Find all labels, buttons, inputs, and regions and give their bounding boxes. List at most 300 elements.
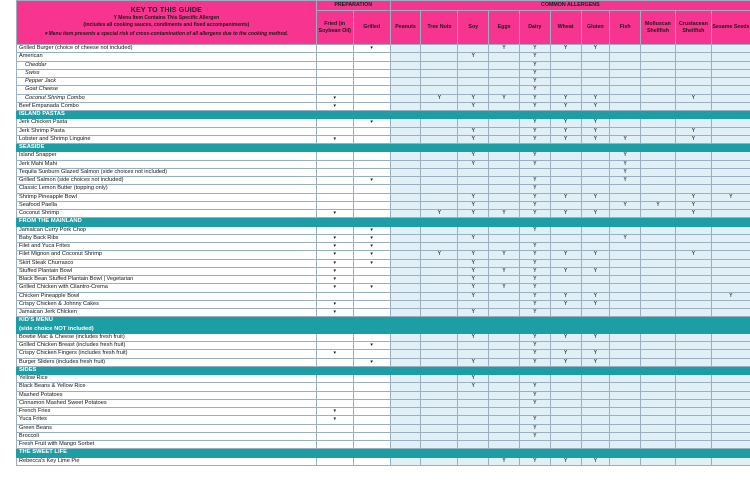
- allergen-cell: [675, 168, 711, 176]
- allergen-cell: [711, 399, 750, 407]
- allergen-cell: [489, 102, 520, 110]
- allergen-cell: [550, 259, 581, 267]
- allergen-cell: [390, 69, 421, 77]
- allergen-cell: [489, 61, 520, 69]
- allergen-cell: [390, 399, 421, 407]
- menu-item-name: Yellow Rice: [17, 375, 317, 383]
- allergen-cell: Y: [458, 259, 489, 267]
- allergen-table: [16, 0, 750, 466]
- section-title: SIDES: [17, 366, 750, 374]
- allergen-cell: [711, 185, 750, 193]
- preparation-cell: [353, 300, 390, 308]
- allergen-cell: [519, 234, 550, 242]
- allergen-cell: [458, 399, 489, 407]
- allergen-cell: Y: [489, 94, 520, 102]
- allergen-cell: Y: [519, 424, 550, 432]
- allergen-cell: Y: [519, 350, 550, 358]
- allergen-cell: [711, 391, 750, 399]
- allergen-cell: [550, 234, 581, 242]
- allergen-cell: [711, 102, 750, 110]
- allergen-cell: [641, 391, 676, 399]
- allergen-cell: [675, 267, 711, 275]
- allergen-cell: Y: [519, 193, 550, 201]
- allergen-cell: [489, 53, 520, 61]
- preparation-cell: ▾: [316, 102, 353, 110]
- menu-item-name: Bowtie Mac & Cheese (includes fresh fruit): [17, 333, 317, 341]
- preparation-cell: ▾: [316, 259, 353, 267]
- allergen-cell: [711, 432, 750, 440]
- allergen-cell: [421, 160, 458, 168]
- allergen-cell: [641, 292, 676, 300]
- column-header-dairy: Dairy: [519, 11, 550, 45]
- allergen-cell: [421, 119, 458, 127]
- menu-item-name: Cinnamon Mashed Sweet Potatoes: [17, 399, 317, 407]
- allergen-cell: [610, 432, 641, 440]
- allergen-cell: [641, 234, 676, 242]
- section-title: KID'S MENU: [17, 317, 750, 325]
- allergen-cell: Y: [550, 94, 581, 102]
- preparation-cell: [353, 292, 390, 300]
- allergen-cell: Y: [550, 300, 581, 308]
- allergen-cell: [519, 441, 550, 449]
- table-row: [17, 78, 750, 86]
- allergen-cell: Y: [489, 210, 520, 218]
- allergen-cell: [711, 201, 750, 209]
- allergen-cell: [711, 424, 750, 432]
- table-row: [17, 432, 750, 440]
- allergen-cell: [675, 416, 711, 424]
- allergen-cell: [550, 432, 581, 440]
- allergen-cell: [550, 284, 581, 292]
- allergen-cell: Y: [610, 177, 641, 185]
- allergen-cell: Y: [519, 61, 550, 69]
- table-row: [17, 152, 750, 160]
- allergen-cell: [711, 267, 750, 275]
- allergen-cell: [711, 61, 750, 69]
- allergen-cell: [421, 135, 458, 143]
- allergen-cell: [421, 441, 458, 449]
- allergen-cell: [711, 441, 750, 449]
- allergen-cell: [489, 424, 520, 432]
- allergen-cell: Y: [550, 119, 581, 127]
- allergen-cell: [641, 399, 676, 407]
- allergen-cell: [675, 177, 711, 185]
- allergen-cell: [641, 152, 676, 160]
- preparation-cell: [316, 168, 353, 176]
- allergen-cell: [581, 408, 610, 416]
- allergen-cell: [675, 300, 711, 308]
- table-row: [17, 350, 750, 358]
- menu-item-name: Broccoli: [17, 432, 317, 440]
- allergen-cell: [711, 375, 750, 383]
- table-row: [17, 267, 750, 275]
- allergen-cell: Y: [610, 135, 641, 143]
- allergen-cell: [458, 226, 489, 234]
- allergen-cell: [581, 342, 610, 350]
- allergen-cell: Y: [550, 193, 581, 201]
- allergen-cell: [711, 234, 750, 242]
- preparation-cell: [353, 53, 390, 61]
- allergen-cell: [641, 350, 676, 358]
- allergen-cell: [390, 234, 421, 242]
- preparation-cell: ▾: [353, 45, 390, 53]
- preparation-cell: ▾: [353, 358, 390, 366]
- allergen-cell: [711, 86, 750, 94]
- preparation-cell: [353, 69, 390, 77]
- allergen-cell: Y: [519, 119, 550, 127]
- allergen-cell: Y: [458, 193, 489, 201]
- allergen-cell: [550, 226, 581, 234]
- allergen-cell: Y: [458, 358, 489, 366]
- allergen-cell: [675, 358, 711, 366]
- allergen-cell: Y: [519, 102, 550, 110]
- allergen-cell: [458, 69, 489, 77]
- allergen-cell: [675, 234, 711, 242]
- menu-item-name: Black Bean Stuffed Plantain Bowl | Vegetarian: [17, 276, 317, 284]
- table-row: [17, 210, 750, 218]
- table-row: [17, 119, 750, 127]
- allergen-cell: [390, 408, 421, 416]
- allergen-cell: [581, 226, 610, 234]
- allergen-cell: [610, 375, 641, 383]
- allergen-cell: [458, 86, 489, 94]
- allergen-cell: [581, 53, 610, 61]
- allergen-cell: Y: [550, 251, 581, 259]
- allergen-cell: [641, 168, 676, 176]
- table-row: [17, 408, 750, 416]
- allergen-cell: [421, 284, 458, 292]
- allergen-cell: Y: [550, 210, 581, 218]
- allergen-cell: Y: [519, 457, 550, 465]
- allergen-cell: [390, 350, 421, 358]
- menu-item-name: Classic Lemon Butter (topping only): [17, 185, 317, 193]
- preparation-cell: [353, 78, 390, 86]
- allergen-cell: [675, 375, 711, 383]
- allergen-cell: Y: [550, 350, 581, 358]
- preparation-cell: ▾: [353, 119, 390, 127]
- menu-item-name: Grilled Salmon (side choices not included): [17, 177, 317, 185]
- allergen-cell: [458, 300, 489, 308]
- allergen-cell: [641, 135, 676, 143]
- allergen-cell: [489, 350, 520, 358]
- menu-item-name: Stuffed Plantain Bowl: [17, 267, 317, 275]
- allergen-cell: [641, 342, 676, 350]
- allergen-cell: [550, 152, 581, 160]
- allergen-cell: Y: [458, 102, 489, 110]
- allergen-cell: [390, 226, 421, 234]
- menu-item-name: Tequila Sunburn Glazed Salmon (side choices not included): [17, 168, 317, 176]
- allergen-cell: [489, 86, 520, 94]
- allergen-cell: [675, 441, 711, 449]
- allergen-cell: [421, 408, 458, 416]
- allergen-cell: [711, 53, 750, 61]
- allergen-cell: [641, 432, 676, 440]
- allergen-cell: [421, 432, 458, 440]
- allergen-cell: [610, 45, 641, 53]
- allergen-cell: Y: [610, 234, 641, 242]
- allergen-cell: [675, 61, 711, 69]
- allergen-cell: [489, 333, 520, 341]
- allergen-cell: [675, 152, 711, 160]
- allergen-cell: Y: [581, 333, 610, 341]
- allergen-cell: [581, 276, 610, 284]
- section-header: [17, 317, 750, 325]
- allergen-cell: Y: [458, 309, 489, 317]
- allergen-cell: [641, 251, 676, 259]
- menu-item-name: Yuca Frites: [17, 416, 317, 424]
- allergen-cell: [489, 234, 520, 242]
- allergen-cell: [489, 201, 520, 209]
- table-row: [17, 234, 750, 242]
- table-row: [17, 69, 750, 77]
- menu-item-name: Goat Cheese: [17, 86, 317, 94]
- allergen-cell: [675, 102, 711, 110]
- allergen-cell: [390, 152, 421, 160]
- allergen-cell: Y: [458, 276, 489, 284]
- allergen-cell: [458, 457, 489, 465]
- allergen-cell: Y: [519, 259, 550, 267]
- menu-item-name: Jamaican Curry Pork Chop: [17, 226, 317, 234]
- preparation-cell: ▾: [353, 284, 390, 292]
- allergen-cell: [675, 243, 711, 251]
- allergen-cell: Y: [519, 300, 550, 308]
- menu-item-name: Cheddar: [17, 61, 317, 69]
- allergen-cell: [390, 300, 421, 308]
- table-row: [17, 342, 750, 350]
- menu-item-name: Filet Mignon and Coconut Shrimp: [17, 251, 317, 259]
- allergen-cell: [489, 160, 520, 168]
- allergen-cell: [610, 441, 641, 449]
- preparation-cell: [316, 292, 353, 300]
- menu-item-name: Shrimp Pineapple Bowl: [17, 193, 317, 201]
- preparation-cell: [353, 267, 390, 275]
- allergen-cell: [581, 86, 610, 94]
- allergen-cell: [550, 399, 581, 407]
- allergen-cell: [390, 309, 421, 317]
- allergen-cell: Y: [581, 267, 610, 275]
- allergen-cell: [550, 309, 581, 317]
- allergen-cell: [610, 127, 641, 135]
- allergen-cell: Y: [421, 94, 458, 102]
- allergen-cell: [550, 177, 581, 185]
- preparation-cell: [316, 399, 353, 407]
- allergen-cell: Y: [458, 94, 489, 102]
- allergen-cell: [489, 69, 520, 77]
- allergen-cell: [489, 416, 520, 424]
- preparation-cell: [316, 193, 353, 201]
- preparation-cell: [316, 432, 353, 440]
- allergen-cell: [390, 251, 421, 259]
- allergen-cell: [641, 177, 676, 185]
- allergen-cell: [610, 259, 641, 267]
- preparation-cell: [353, 408, 390, 416]
- allergen-cell: [610, 53, 641, 61]
- table-row: [17, 292, 750, 300]
- allergen-cell: [550, 441, 581, 449]
- allergen-cell: Y: [458, 127, 489, 135]
- allergen-cell: [550, 383, 581, 391]
- preparation-cell: ▾: [316, 350, 353, 358]
- allergen-cell: [675, 309, 711, 317]
- preparation-cell: [353, 350, 390, 358]
- allergen-cell: [421, 416, 458, 424]
- allergen-cell: [581, 78, 610, 86]
- preparation-cell: [316, 177, 353, 185]
- allergen-cell: Y: [519, 201, 550, 209]
- allergen-cell: [390, 102, 421, 110]
- allergen-cell: [489, 383, 520, 391]
- allergen-cell: [711, 94, 750, 102]
- allergen-cell: Y: [581, 193, 610, 201]
- table-row: [17, 375, 750, 383]
- preparation-header: PREPARATION: [316, 1, 390, 11]
- menu-item-name: Jerk Chicken Pasta: [17, 119, 317, 127]
- allergen-cell: [390, 432, 421, 440]
- allergen-cell: [610, 102, 641, 110]
- allergen-cell: [711, 276, 750, 284]
- allergen-cell: [581, 152, 610, 160]
- preparation-cell: [353, 333, 390, 341]
- table-row: [17, 441, 750, 449]
- allergen-cell: [390, 358, 421, 366]
- allergen-cell: [711, 309, 750, 317]
- allergen-cell: [610, 300, 641, 308]
- section-header: [17, 111, 750, 119]
- allergen-cell: [458, 177, 489, 185]
- allergen-cell: [675, 69, 711, 77]
- allergen-cell: [390, 185, 421, 193]
- table-row: [17, 309, 750, 317]
- key-line-1: Y Menu Item Contains This Specific Allergen: [113, 15, 220, 22]
- allergen-cell: Y: [519, 333, 550, 341]
- allergen-cell: [550, 375, 581, 383]
- allergen-cell: [641, 61, 676, 69]
- allergen-cell: [711, 177, 750, 185]
- allergen-cell: [390, 243, 421, 251]
- allergen-cell: [421, 201, 458, 209]
- preparation-cell: ▾: [316, 284, 353, 292]
- allergen-cell: Y: [458, 201, 489, 209]
- preparation-cell: [316, 160, 353, 168]
- preparation-cell: ▾: [353, 234, 390, 242]
- allergen-cell: Y: [489, 457, 520, 465]
- allergen-cell: Y: [519, 251, 550, 259]
- menu-item-name: Mashed Potatoes: [17, 391, 317, 399]
- menu-item-name: Grilled Chicken with Cilantro-Crema: [17, 284, 317, 292]
- allergen-cell: [458, 432, 489, 440]
- allergen-cell: Y: [458, 53, 489, 61]
- preparation-cell: ▾: [353, 226, 390, 234]
- preparation-cell: ▾: [353, 342, 390, 350]
- allergen-cell: Y: [489, 251, 520, 259]
- allergen-cell: Y: [581, 300, 610, 308]
- allergen-cell: [641, 284, 676, 292]
- allergen-cell: [711, 457, 750, 465]
- menu-item-name: Beef Empanada Combo: [17, 102, 317, 110]
- allergen-cell: [675, 226, 711, 234]
- allergen-cell: [550, 86, 581, 94]
- allergen-cell: Y: [519, 152, 550, 160]
- section-title: THE SWEET LIFE: [17, 449, 750, 457]
- preparation-cell: [316, 119, 353, 127]
- menu-item-name: Coconut Shrimp: [17, 210, 317, 218]
- allergen-cell: Y: [458, 251, 489, 259]
- preparation-cell: ▾: [316, 210, 353, 218]
- allergen-cell: [675, 86, 711, 94]
- allergen-cell: Y: [458, 383, 489, 391]
- table-row: [17, 127, 750, 135]
- allergen-cell: [421, 234, 458, 242]
- allergen-cell: [550, 160, 581, 168]
- preparation-cell: [353, 94, 390, 102]
- allergen-cell: [641, 408, 676, 416]
- allergen-cell: [421, 391, 458, 399]
- allergen-cell: [581, 309, 610, 317]
- allergen-cell: [675, 185, 711, 193]
- allergen-cell: [581, 243, 610, 251]
- preparation-cell: [316, 45, 353, 53]
- table-row: [17, 259, 750, 267]
- preparation-cell: [353, 399, 390, 407]
- allergen-cell: Y: [519, 342, 550, 350]
- allergen-cell: [458, 45, 489, 53]
- allergen-cell: Y: [675, 135, 711, 143]
- allergen-cell: [458, 391, 489, 399]
- allergen-cell: [390, 119, 421, 127]
- allergen-cell: [711, 78, 750, 86]
- allergen-cell: [641, 226, 676, 234]
- allergen-cell: [421, 300, 458, 308]
- allergen-cell: Y: [550, 267, 581, 275]
- allergen-cell: [421, 267, 458, 275]
- table-row: [17, 177, 750, 185]
- allergen-cell: [390, 127, 421, 135]
- preparation-cell: [353, 61, 390, 69]
- table-row: [17, 160, 750, 168]
- allergen-cell: [390, 135, 421, 143]
- allergen-cell: Y: [458, 333, 489, 341]
- preparation-cell: [353, 185, 390, 193]
- allergen-cell: Y: [519, 399, 550, 407]
- allergen-cell: [421, 168, 458, 176]
- allergen-cell: Y: [458, 152, 489, 160]
- allergen-cell: [458, 441, 489, 449]
- allergen-cell: [610, 333, 641, 341]
- guide-key-cell: [17, 1, 317, 45]
- allergen-cell: [390, 267, 421, 275]
- allergen-cell: [421, 86, 458, 94]
- allergen-cell: [641, 86, 676, 94]
- allergen-cell: [610, 185, 641, 193]
- allergen-cell: [390, 160, 421, 168]
- allergen-cell: [641, 210, 676, 218]
- allergen-cell: Y: [550, 457, 581, 465]
- menu-item-name: Crispy Chicken & Johnny Cakes: [17, 300, 317, 308]
- allergen-cell: Y: [458, 375, 489, 383]
- allergen-cell: [675, 457, 711, 465]
- preparation-cell: [316, 457, 353, 465]
- allergen-cell: [421, 177, 458, 185]
- preparation-cell: [316, 86, 353, 94]
- column-header-peanuts: Peanuts: [390, 11, 421, 45]
- menu-item-name: Jamaican Jerk Chicken: [17, 309, 317, 317]
- preparation-cell: [353, 102, 390, 110]
- allergen-cell: [421, 424, 458, 432]
- allergen-cell: [489, 292, 520, 300]
- preparation-cell: [353, 441, 390, 449]
- allergen-cell: Y: [519, 309, 550, 317]
- allergen-cell: [641, 457, 676, 465]
